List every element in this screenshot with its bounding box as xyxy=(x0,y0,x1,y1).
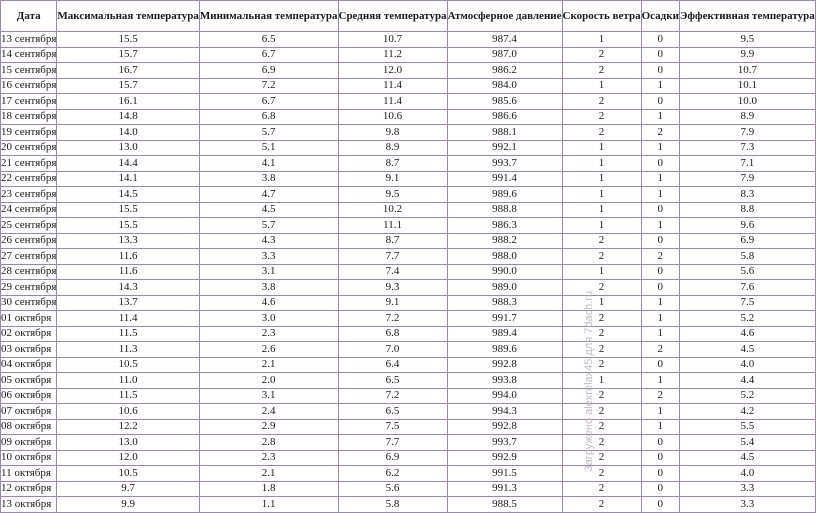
cell-effective-temp: 7.9 xyxy=(679,125,815,141)
cell-min-temp: 5.1 xyxy=(199,140,338,156)
cell-effective-temp: 4.5 xyxy=(679,342,815,358)
cell-avg-temp: 6.5 xyxy=(338,404,447,420)
header-pressure: Атмосферное давление xyxy=(447,1,562,32)
cell-max-temp: 16.1 xyxy=(57,94,199,110)
cell-wind-speed: 2 xyxy=(562,47,641,63)
cell-precipitation: 0 xyxy=(641,47,679,63)
cell-max-temp: 14.5 xyxy=(57,187,199,203)
cell-date: 04 октября xyxy=(1,357,57,373)
cell-avg-temp: 11.2 xyxy=(338,47,447,63)
cell-date: 18 сентября xyxy=(1,109,57,125)
cell-min-temp: 4.7 xyxy=(199,187,338,203)
cell-min-temp: 7.2 xyxy=(199,78,338,94)
cell-max-temp: 9.9 xyxy=(57,497,199,513)
cell-max-temp: 14.1 xyxy=(57,171,199,187)
cell-min-temp: 2.1 xyxy=(199,357,338,373)
cell-avg-temp: 6.4 xyxy=(338,357,447,373)
cell-min-temp: 1.1 xyxy=(199,497,338,513)
cell-wind-speed: 2 xyxy=(562,280,641,296)
cell-wind-speed: 2 xyxy=(562,233,641,249)
cell-wind-speed: 1 xyxy=(562,32,641,48)
table-row xyxy=(1,466,816,482)
cell-precipitation: 1 xyxy=(641,171,679,187)
cell-precipitation: 0 xyxy=(641,202,679,218)
cell-effective-temp: 7.5 xyxy=(679,295,815,311)
cell-max-temp: 11.6 xyxy=(57,264,199,280)
cell-pressure: 993.7 xyxy=(447,435,562,451)
cell-avg-temp: 8.7 xyxy=(338,233,447,249)
cell-pressure: 988.5 xyxy=(447,497,562,513)
cell-pressure: 986.3 xyxy=(447,218,562,234)
cell-effective-temp: 10.1 xyxy=(679,78,815,94)
cell-avg-temp: 9.3 xyxy=(338,280,447,296)
cell-avg-temp: 9.5 xyxy=(338,187,447,203)
cell-effective-temp: 7.1 xyxy=(679,156,815,172)
cell-effective-temp: 4.0 xyxy=(679,466,815,482)
cell-max-temp: 9.7 xyxy=(57,481,199,497)
cell-wind-speed: 1 xyxy=(562,202,641,218)
table-row xyxy=(1,311,816,327)
cell-avg-temp: 10.6 xyxy=(338,109,447,125)
cell-wind-speed: 1 xyxy=(562,171,641,187)
cell-precipitation: 0 xyxy=(641,233,679,249)
table-row xyxy=(1,295,816,311)
cell-precipitation: 0 xyxy=(641,466,679,482)
cell-effective-temp: 5.2 xyxy=(679,388,815,404)
cell-date: 15 сентября xyxy=(1,63,57,79)
cell-pressure: 988.0 xyxy=(447,249,562,265)
cell-effective-temp: 4.0 xyxy=(679,357,815,373)
cell-max-temp: 13.7 xyxy=(57,295,199,311)
watermark-text: Загружено alexrelax45 для 7dach.ru xyxy=(583,290,595,472)
cell-max-temp: 13.3 xyxy=(57,233,199,249)
table-row xyxy=(1,435,816,451)
cell-min-temp: 6.8 xyxy=(199,109,338,125)
cell-wind-speed: 2 xyxy=(562,497,641,513)
cell-max-temp: 15.5 xyxy=(57,32,199,48)
cell-avg-temp: 9.8 xyxy=(338,125,447,141)
cell-max-temp: 15.7 xyxy=(57,78,199,94)
cell-effective-temp: 5.4 xyxy=(679,435,815,451)
table-row xyxy=(1,109,816,125)
cell-min-temp: 3.8 xyxy=(199,171,338,187)
cell-wind-speed: 2 xyxy=(562,249,641,265)
table-body xyxy=(1,32,816,513)
cell-min-temp: 2.6 xyxy=(199,342,338,358)
cell-max-temp: 11.6 xyxy=(57,249,199,265)
cell-precipitation: 2 xyxy=(641,125,679,141)
cell-min-temp: 3.1 xyxy=(199,264,338,280)
cell-wind-speed: 2 xyxy=(562,94,641,110)
cell-min-temp: 5.7 xyxy=(199,218,338,234)
cell-effective-temp: 3.3 xyxy=(679,497,815,513)
table-row xyxy=(1,249,816,265)
cell-avg-temp: 7.0 xyxy=(338,342,447,358)
cell-precipitation: 1 xyxy=(641,311,679,327)
cell-precipitation: 1 xyxy=(641,140,679,156)
cell-precipitation: 0 xyxy=(641,450,679,466)
cell-precipitation: 0 xyxy=(641,63,679,79)
cell-avg-temp: 7.4 xyxy=(338,264,447,280)
cell-avg-temp: 5.8 xyxy=(338,497,447,513)
cell-avg-temp: 7.7 xyxy=(338,249,447,265)
cell-precipitation: 0 xyxy=(641,32,679,48)
cell-precipitation: 1 xyxy=(641,419,679,435)
cell-precipitation: 0 xyxy=(641,481,679,497)
cell-avg-temp: 7.2 xyxy=(338,388,447,404)
cell-wind-speed: 1 xyxy=(562,78,641,94)
cell-min-temp: 6.5 xyxy=(199,32,338,48)
cell-max-temp: 11.4 xyxy=(57,311,199,327)
table-row xyxy=(1,357,816,373)
cell-precipitation: 0 xyxy=(641,357,679,373)
cell-pressure: 989.0 xyxy=(447,280,562,296)
cell-wind-speed: 2 xyxy=(562,466,641,482)
cell-min-temp: 3.8 xyxy=(199,280,338,296)
header-effective-temp: Эффективная температура xyxy=(679,1,815,32)
cell-max-temp: 15.5 xyxy=(57,202,199,218)
cell-min-temp: 4.1 xyxy=(199,156,338,172)
cell-wind-speed: 2 xyxy=(562,419,641,435)
cell-wind-speed: 2 xyxy=(562,311,641,327)
cell-min-temp: 2.3 xyxy=(199,326,338,342)
cell-max-temp: 13.0 xyxy=(57,140,199,156)
cell-min-temp: 3.0 xyxy=(199,311,338,327)
cell-effective-temp: 5.8 xyxy=(679,249,815,265)
cell-min-temp: 4.6 xyxy=(199,295,338,311)
cell-date: 27 сентября xyxy=(1,249,57,265)
cell-effective-temp: 4.5 xyxy=(679,450,815,466)
cell-pressure: 992.8 xyxy=(447,419,562,435)
cell-date: 05 октября xyxy=(1,373,57,389)
cell-date: 30 сентября xyxy=(1,295,57,311)
table-row xyxy=(1,264,816,280)
cell-effective-temp: 5.2 xyxy=(679,311,815,327)
cell-date: 23 сентября xyxy=(1,187,57,203)
cell-effective-temp: 7.6 xyxy=(679,280,815,296)
cell-min-temp: 3.3 xyxy=(199,249,338,265)
cell-effective-temp: 8.3 xyxy=(679,187,815,203)
cell-pressure: 992.1 xyxy=(447,140,562,156)
cell-wind-speed: 2 xyxy=(562,125,641,141)
cell-date: 29 сентября xyxy=(1,280,57,296)
cell-avg-temp: 10.7 xyxy=(338,32,447,48)
cell-pressure: 994.3 xyxy=(447,404,562,420)
cell-avg-temp: 6.5 xyxy=(338,373,447,389)
cell-pressure: 987.0 xyxy=(447,47,562,63)
cell-date: 25 сентября xyxy=(1,218,57,234)
cell-pressure: 985.6 xyxy=(447,94,562,110)
table-row xyxy=(1,218,816,234)
cell-avg-temp: 11.4 xyxy=(338,78,447,94)
cell-precipitation: 1 xyxy=(641,78,679,94)
cell-min-temp: 4.5 xyxy=(199,202,338,218)
cell-min-temp: 6.7 xyxy=(199,94,338,110)
cell-pressure: 984.0 xyxy=(447,78,562,94)
cell-precipitation: 0 xyxy=(641,94,679,110)
cell-date: 03 октября xyxy=(1,342,57,358)
cell-effective-temp: 9.5 xyxy=(679,32,815,48)
cell-effective-temp: 9.9 xyxy=(679,47,815,63)
cell-wind-speed: 2 xyxy=(562,388,641,404)
cell-effective-temp: 10.7 xyxy=(679,63,815,79)
cell-date: 06 октября xyxy=(1,388,57,404)
header-row xyxy=(1,1,816,32)
cell-avg-temp: 12.0 xyxy=(338,63,447,79)
cell-min-temp: 2.8 xyxy=(199,435,338,451)
cell-min-temp: 5.7 xyxy=(199,125,338,141)
cell-max-temp: 10.5 xyxy=(57,466,199,482)
cell-precipitation: 1 xyxy=(641,404,679,420)
table-row xyxy=(1,171,816,187)
cell-pressure: 989.6 xyxy=(447,342,562,358)
cell-date: 09 октября xyxy=(1,435,57,451)
cell-precipitation: 1 xyxy=(641,109,679,125)
cell-precipitation: 0 xyxy=(641,497,679,513)
cell-max-temp: 12.0 xyxy=(57,450,199,466)
cell-wind-speed: 1 xyxy=(562,156,641,172)
cell-max-temp: 15.7 xyxy=(57,47,199,63)
cell-pressure: 986.6 xyxy=(447,109,562,125)
cell-wind-speed: 2 xyxy=(562,435,641,451)
cell-date: 26 сентября xyxy=(1,233,57,249)
cell-pressure: 990.0 xyxy=(447,264,562,280)
cell-pressure: 991.4 xyxy=(447,171,562,187)
cell-min-temp: 2.3 xyxy=(199,450,338,466)
cell-max-temp: 15.5 xyxy=(57,218,199,234)
cell-effective-temp: 10.0 xyxy=(679,94,815,110)
cell-min-temp: 6.7 xyxy=(199,47,338,63)
cell-date: 13 сентября xyxy=(1,32,57,48)
cell-date: 07 октября xyxy=(1,404,57,420)
cell-avg-temp: 8.7 xyxy=(338,156,447,172)
cell-min-temp: 6.9 xyxy=(199,63,338,79)
cell-date: 21 сентября xyxy=(1,156,57,172)
header-avg-temp: Средняя температура xyxy=(338,1,447,32)
cell-date: 10 октября xyxy=(1,450,57,466)
cell-effective-temp: 3.3 xyxy=(679,481,815,497)
cell-avg-temp: 5.6 xyxy=(338,481,447,497)
cell-precipitation: 1 xyxy=(641,187,679,203)
cell-pressure: 988.3 xyxy=(447,295,562,311)
cell-max-temp: 11.0 xyxy=(57,373,199,389)
cell-avg-temp: 7.2 xyxy=(338,311,447,327)
cell-pressure: 992.9 xyxy=(447,450,562,466)
cell-avg-temp: 6.9 xyxy=(338,450,447,466)
cell-max-temp: 14.4 xyxy=(57,156,199,172)
cell-max-temp: 16.7 xyxy=(57,63,199,79)
cell-min-temp: 1.8 xyxy=(199,481,338,497)
cell-pressure: 992.8 xyxy=(447,357,562,373)
header-precipitation: Осадки xyxy=(641,1,679,32)
cell-wind-speed: 1 xyxy=(562,187,641,203)
cell-pressure: 989.4 xyxy=(447,326,562,342)
cell-pressure: 993.8 xyxy=(447,373,562,389)
cell-avg-temp: 6.8 xyxy=(338,326,447,342)
cell-avg-temp: 8.9 xyxy=(338,140,447,156)
cell-effective-temp: 6.9 xyxy=(679,233,815,249)
cell-date: 02 октября xyxy=(1,326,57,342)
cell-min-temp: 2.4 xyxy=(199,404,338,420)
cell-min-temp: 2.9 xyxy=(199,419,338,435)
header-min-temp: Минимальная температура xyxy=(199,1,338,32)
cell-wind-speed: 1 xyxy=(562,373,641,389)
header-max-temp: Максимальная температура xyxy=(57,1,199,32)
cell-max-temp: 11.3 xyxy=(57,342,199,358)
cell-effective-temp: 7.3 xyxy=(679,140,815,156)
cell-wind-speed: 1 xyxy=(562,264,641,280)
cell-min-temp: 2.1 xyxy=(199,466,338,482)
cell-avg-temp: 11.1 xyxy=(338,218,447,234)
cell-pressure: 988.8 xyxy=(447,202,562,218)
header-wind-speed: Скорость ветра xyxy=(562,1,641,32)
cell-pressure: 991.7 xyxy=(447,311,562,327)
cell-max-temp: 14.0 xyxy=(57,125,199,141)
cell-precipitation: 2 xyxy=(641,249,679,265)
cell-avg-temp: 11.4 xyxy=(338,94,447,110)
cell-effective-temp: 4.6 xyxy=(679,326,815,342)
cell-date: 11 октября xyxy=(1,466,57,482)
table-row xyxy=(1,233,816,249)
table-row xyxy=(1,419,816,435)
cell-pressure: 988.1 xyxy=(447,125,562,141)
cell-avg-temp: 6.2 xyxy=(338,466,447,482)
table-row xyxy=(1,342,816,358)
cell-max-temp: 13.0 xyxy=(57,435,199,451)
cell-wind-speed: 2 xyxy=(562,342,641,358)
cell-precipitation: 0 xyxy=(641,280,679,296)
cell-min-temp: 4.3 xyxy=(199,233,338,249)
table-row xyxy=(1,373,816,389)
cell-pressure: 994.0 xyxy=(447,388,562,404)
cell-precipitation: 1 xyxy=(641,295,679,311)
table-row xyxy=(1,156,816,172)
cell-date: 19 сентября xyxy=(1,125,57,141)
cell-avg-temp: 7.7 xyxy=(338,435,447,451)
cell-precipitation: 1 xyxy=(641,373,679,389)
cell-pressure: 993.7 xyxy=(447,156,562,172)
table-row xyxy=(1,140,816,156)
cell-precipitation: 2 xyxy=(641,342,679,358)
cell-date: 20 сентября xyxy=(1,140,57,156)
cell-precipitation: 0 xyxy=(641,264,679,280)
cell-avg-temp: 10.2 xyxy=(338,202,447,218)
table-row xyxy=(1,125,816,141)
cell-wind-speed: 2 xyxy=(562,450,641,466)
header-date: Дата xyxy=(1,1,57,32)
cell-pressure: 986.2 xyxy=(447,63,562,79)
table-row xyxy=(1,94,816,110)
cell-pressure: 987.4 xyxy=(447,32,562,48)
table-row xyxy=(1,32,816,48)
table-row xyxy=(1,497,816,513)
cell-date: 17 сентября xyxy=(1,94,57,110)
cell-pressure: 988.2 xyxy=(447,233,562,249)
cell-precipitation: 0 xyxy=(641,156,679,172)
table-row xyxy=(1,63,816,79)
cell-max-temp: 14.8 xyxy=(57,109,199,125)
cell-pressure: 989.6 xyxy=(447,187,562,203)
cell-wind-speed: 2 xyxy=(562,63,641,79)
cell-date: 13 октября xyxy=(1,497,57,513)
cell-pressure: 991.3 xyxy=(447,481,562,497)
table-row xyxy=(1,450,816,466)
cell-date: 01 октября xyxy=(1,311,57,327)
cell-date: 08 октября xyxy=(1,419,57,435)
cell-wind-speed: 2 xyxy=(562,109,641,125)
cell-max-temp: 11.5 xyxy=(57,326,199,342)
table-row xyxy=(1,78,816,94)
cell-max-temp: 10.6 xyxy=(57,404,199,420)
table-row xyxy=(1,202,816,218)
cell-precipitation: 0 xyxy=(641,435,679,451)
cell-date: 16 сентября xyxy=(1,78,57,94)
cell-precipitation: 1 xyxy=(641,326,679,342)
cell-pressure: 991.5 xyxy=(447,466,562,482)
cell-effective-temp: 9.6 xyxy=(679,218,815,234)
cell-wind-speed: 2 xyxy=(562,481,641,497)
cell-wind-speed: 2 xyxy=(562,404,641,420)
table-row xyxy=(1,47,816,63)
cell-max-temp: 14.3 xyxy=(57,280,199,296)
cell-date: 28 сентября xyxy=(1,264,57,280)
cell-avg-temp: 9.1 xyxy=(338,295,447,311)
cell-effective-temp: 7.9 xyxy=(679,171,815,187)
cell-wind-speed: 2 xyxy=(562,326,641,342)
table-row xyxy=(1,280,816,296)
table-row xyxy=(1,481,816,497)
cell-wind-speed: 2 xyxy=(562,357,641,373)
cell-effective-temp: 5.6 xyxy=(679,264,815,280)
cell-effective-temp: 5.5 xyxy=(679,419,815,435)
cell-avg-temp: 9.1 xyxy=(338,171,447,187)
cell-wind-speed: 1 xyxy=(562,218,641,234)
cell-max-temp: 11.5 xyxy=(57,388,199,404)
cell-date: 22 сентября xyxy=(1,171,57,187)
cell-min-temp: 2.0 xyxy=(199,373,338,389)
cell-min-temp: 3.1 xyxy=(199,388,338,404)
cell-effective-temp: 8.8 xyxy=(679,202,815,218)
table-row xyxy=(1,187,816,203)
cell-effective-temp: 8.9 xyxy=(679,109,815,125)
table-row xyxy=(1,404,816,420)
cell-avg-temp: 7.5 xyxy=(338,419,447,435)
cell-effective-temp: 4.2 xyxy=(679,404,815,420)
cell-wind-speed: 1 xyxy=(562,140,641,156)
cell-date: 12 октября xyxy=(1,481,57,497)
cell-max-temp: 10.5 xyxy=(57,357,199,373)
cell-date: 14 сентября xyxy=(1,47,57,63)
cell-effective-temp: 4.4 xyxy=(679,373,815,389)
cell-precipitation: 1 xyxy=(641,218,679,234)
table-row xyxy=(1,388,816,404)
cell-date: 24 сентября xyxy=(1,202,57,218)
cell-max-temp: 12.2 xyxy=(57,419,199,435)
cell-precipitation: 2 xyxy=(641,388,679,404)
cell-wind-speed: 1 xyxy=(562,295,641,311)
table-row xyxy=(1,326,816,342)
